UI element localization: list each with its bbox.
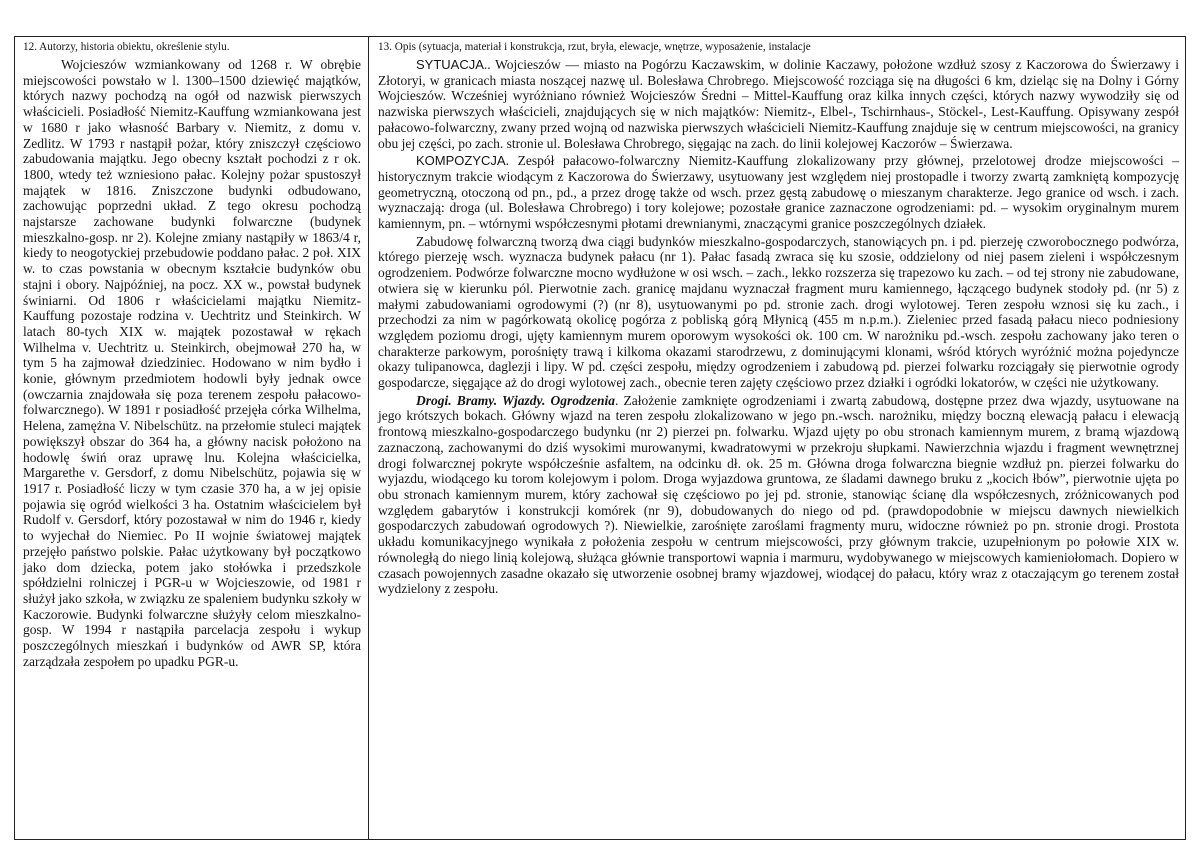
situation-title: SYTUACJA xyxy=(416,57,484,72)
roads-title: Drogi. Bramy. Wjazdy. Ogrodzenia xyxy=(416,392,616,408)
description-text xyxy=(378,57,1179,597)
history-header: 12. Autorzy, historia obiektu, określenie stylu. xyxy=(23,41,230,53)
composition-paragraph xyxy=(378,153,1179,232)
composition-title: KOMPOZYCJA xyxy=(416,153,506,169)
situation-paragraph xyxy=(378,57,1179,151)
situation-body: .. Wojcieszów — miasto na Pogórzu Kaczawskim, w dolinie Kaczawy, położone wzdłuż szosy z Kaczorowa do Świerzawy i Złotoryi, w granicach miasta noszącej nazwę ul. Bolesława Chrobrego. Miejscowość rozciąga się na długości 6 km, dzieląc się na Dolny i Górny Wojcieszów. Wcześniej wyróżniano również Wojcieszów Średni – Mittel-Kauffung oraz kilka innych części, których nazwy wywodziły się od nazwiska pierwszych właścicieli, znajdujących się w nich majątków: Niemitz-, Elbel-, Tschirnhaus-, Stöckel-, Lest-Kauffung. Opisywany zespół pałacowo-folwarczny, zwany przed wojną od nazwiska pierwszych właścicieli Niemitz-Kauffung znajduje się w centrum miejscowości, na granicy obu jej części, po zach. stronie ul. Bolesława Chrobrego, sięgając na zach. do linii kolejowej Kaczorów – Świerzawa. xyxy=(378,57,1179,151)
history-paragraph: Wojcieszów wzmiankowany od 1268 r. W obrębie miejscowości powstało w l. 1300–1500 dziewięć majątków, których nazwy pochodzą na ogół od nazwisk pierwszych właścicieli. Posiadłość Niemitz-Kauffung wzmiankowana jest w 1680 r jako własność Barbary v. Niemitz, z domu v. Zedlitz. W 1793 r nastąpił pożar, który zniszczył częściowo zabudowania majątku. Jego obecny kształt pochodzi z r ok. 1800, wtedy też wzniesiono pałac. Kolejny pożar spustoszył majątek w 1816. Zniszczone budynki odbudowano, zachowując poprzedni układ. Z tego okresu pochodzą najstarsze zachowane budynki folwarczne (budynek mieszkalno-gosp. nr 2). Kolejne zmiany nastąpiły w 1863/4 r, kiedy to neogotyckiej przebudowie poddano pałac. 2 poł. XIX w. to czas powstania w obecnym kształcie budynków obu stajni i obory. Najpóźniej, na pocz. XX w., powstał budynek świniarni. Od 1806 r właścicielami majątku Niemitz-Kauffung pozostaje rodzina v. Uechtritz und Steinkirch. W latach 80-tych XIX w. majątek pozostawał w rękach Wilhelma v. Uechtritz u. Steinkirch, obejmował 270 ha, w tym 5 ha zajmował dziedziniec. Hodowano w nim bydło i konie, głównym przedmiotem hodowli były jednak owce (owczarnia znajdowała się poza terenem zespołu pałacowo-folwarcznego). W 1891 r posiadłość przejęła córka Wilhelma, Helena, zamężna V. Nibelschütz. na przełomie stuleci majątek powiększył obszar do 364 ha, a główny nacisk położono na hodowlę świń oraz uprawę lnu. Kolejna właścicielka, Margarethe v. Gersdorf, z domu Nibelschütz, pojawia się w 1917 r. Posiadłość liczy w tym czasie 370 ha, a w jej opisie pojawia się ogród wielkości 3 ha. Ostatnim właścicielem był Rudolf v. Gersdorf, który pozostawał w nim do 1946 r, kiedy to wyjechał do Niemiec. Po II wojnie światowej majątek przejęło państwo polskie. Pałac użytkowany był początkowo jako dom dziecka, potem jako stołówka i przedszkole spółdzielni rolniczej i PGR-u w Wojcieszowie, od 1981 r służył jako szkoła, w związku ze spaleniem budynku szkoły w Kaczorowie. Budynki folwarczne służyły celom mieszkalno-gosp. W 1994 r nastąpiła parcelacja zespołu i wykup poszczególnych mieszkań i budynków od AWR SP, która zarządzała zespołem po upadku PGR-u. xyxy=(23,57,361,669)
roads-paragraph xyxy=(378,393,1179,597)
roads-body: . Założenie zamknięte ogrodzeniami i zwartą zabudową, dostępne przez dwa wjazdy, usytuowane na jego krótszych bokach. Główny wjazd na teren zespołu zlokalizowano w jego pn.-wsch. narożniku, między boczną elewacją pałacu i elewacją frontową mieszkalno-gospodarczego budynku (nr 2) pierzei pn. folwarku. Wjazd ujęty po obu stronach kamiennym murem, z bramą wjazdową zaznaczoną, zachowanymi do dziś wysokimi murowanymi, kwadratowymi w przekroju słupkami. Nawierzchnia wjazdu i fragment wewnętrznej drogi folwarcznej pokryte współcześnie asfaltem, na odcinku dł. ok. 25 m. Główna droga folwarczna biegnie wzdłuż pn. pierzei folwarku do wyjazdu, wiodącego ku torom kolejowym i polom. Droga wyjazdowa gruntowa, ze śladami dawnego bruku z „kocich łbów”, pierwotnie ujęta po obu stronach kamiennym murem, który zachował się częściowo po jej pd. stronie, stanowiąc ścianę dla współczesnych, zróżnicowanych pod względem gabarytów i konstrukcji komórek (nr 9), dobudowanych do niego od pd. (prawdopodobnie w miejscu dawnych niewielkich gospodarczych zabudowań ogrodowych ?). Niewielkie, zarośnięte zaroślami fragmenty muru, widoczne również po pn. stronie drogi. Prostota układu komunikacyjnego wynikała z położenia zespołu w centrum miejscowości, przy głównym trakcie, uzupełnionym po połowie XIX w. równoległą do niego linią kolejową, służąca głównie transportowi wapnia i marmuru, wydobywanego w miejscowych kamieniołomach. Dopiero w czasach powojennych zasadne okazało się utworzenie osobnej bramy wjazdowej, wiodącej do pałacu, który wraz z otaczającym go terenem został wydzielony z zespołu. xyxy=(378,392,1179,597)
document-form xyxy=(14,36,1186,840)
history-column xyxy=(15,37,369,839)
description-column xyxy=(369,37,1185,839)
buildings-paragraph: Zabudowę folwarczną tworzą dwa ciągi budynków mieszkalno-gospodarczych, stanowiących pn. i pd. pierzeję czworobocznego podwórza, którego pierzeję wsch. wyznacza budynek pałacu (nr 1). Pałac fasadą zwraca się ku szosie, oddzielony od niej pasem zieleni i współczesnym ogrodzeniem. Podwórze folwarczne mocno wydłużone w osi wsch. – zach., lekko rozszerza się trapezowo ku zach. – od tej strony nie zabudowane, otwiera się w kierunku pól. Pierwotnie zach. granicę majdanu wyznaczał fragment muru kamiennego, łączącego budynek stodoły pd. (nr 5) z małymi zabudowaniami ogrodowymi (?) (nr 8), usytuowanymi po pd. stronie zach. drogi wylotowej. Teren zespołu wznosi się ku zach., i przechodzi za nim w pagórkowatą okolicę pogórza z pobliską górą Młynicą (455 m n.p.m.). Zieleniec przed fasadą pałacu nieco podniesiony względem poziomu drogi, ujęty kamiennym murem oporowym wysokości ok. 100 cm. W narożniku pd.-wsch. zespołu zachowany jako teren o charakterze parkowym, porośnięty trawą i kilkoma okazami starodrzewu, z dominującymi klonami, wśród których wyróżnić można pojedyncze okazy tulipanowca, daglezji i lipy. W pd. części zespołu, między ogrodzeniem i zabudową pd. pierzei folwarku rozciągały się pierwotnie ogrody gospodarcze, sięgające aż do drogi wylotowej zach., obecnie teren zajęty częściowo przez działki i ogródki lokatorów, w części nie użytkowany. xyxy=(378,233,1179,391)
history-text xyxy=(23,57,361,669)
composition-body: . Zespół pałacowo-folwarczny Niemitz-Kauffung zlokalizowany przy głównej, przelotowej drodze miejscowości – historycznym trakcie wiodącym z Kaczorowa do Świerzawy, usytuowany jest względem niej prostopadle i tworzy zwartą zamkniętą kompozycję geometryczną, otoczoną od pn., pd., a przez drogę także od wsch. przez gęstą zabudowę o mieszanym charakterze. Jego granice od wsch. i zach. wyznaczają: droga (ul. Bolesława Chrobrego) i tory kolejowe; pozostałe granice zaznaczone ogrodzeniami: pd. – wysokim oryginalnym murem kamiennym, pn. – wtórnymi współczesnymi płotami drewnianymi, znaczącymi granice poszczególnych działek. xyxy=(378,153,1179,232)
description-header: 13. Opis (sytuacja, materiał i konstrukcja, rzut, bryła, elewacje, wnętrze, wyposażenie, instalacje xyxy=(378,41,811,53)
